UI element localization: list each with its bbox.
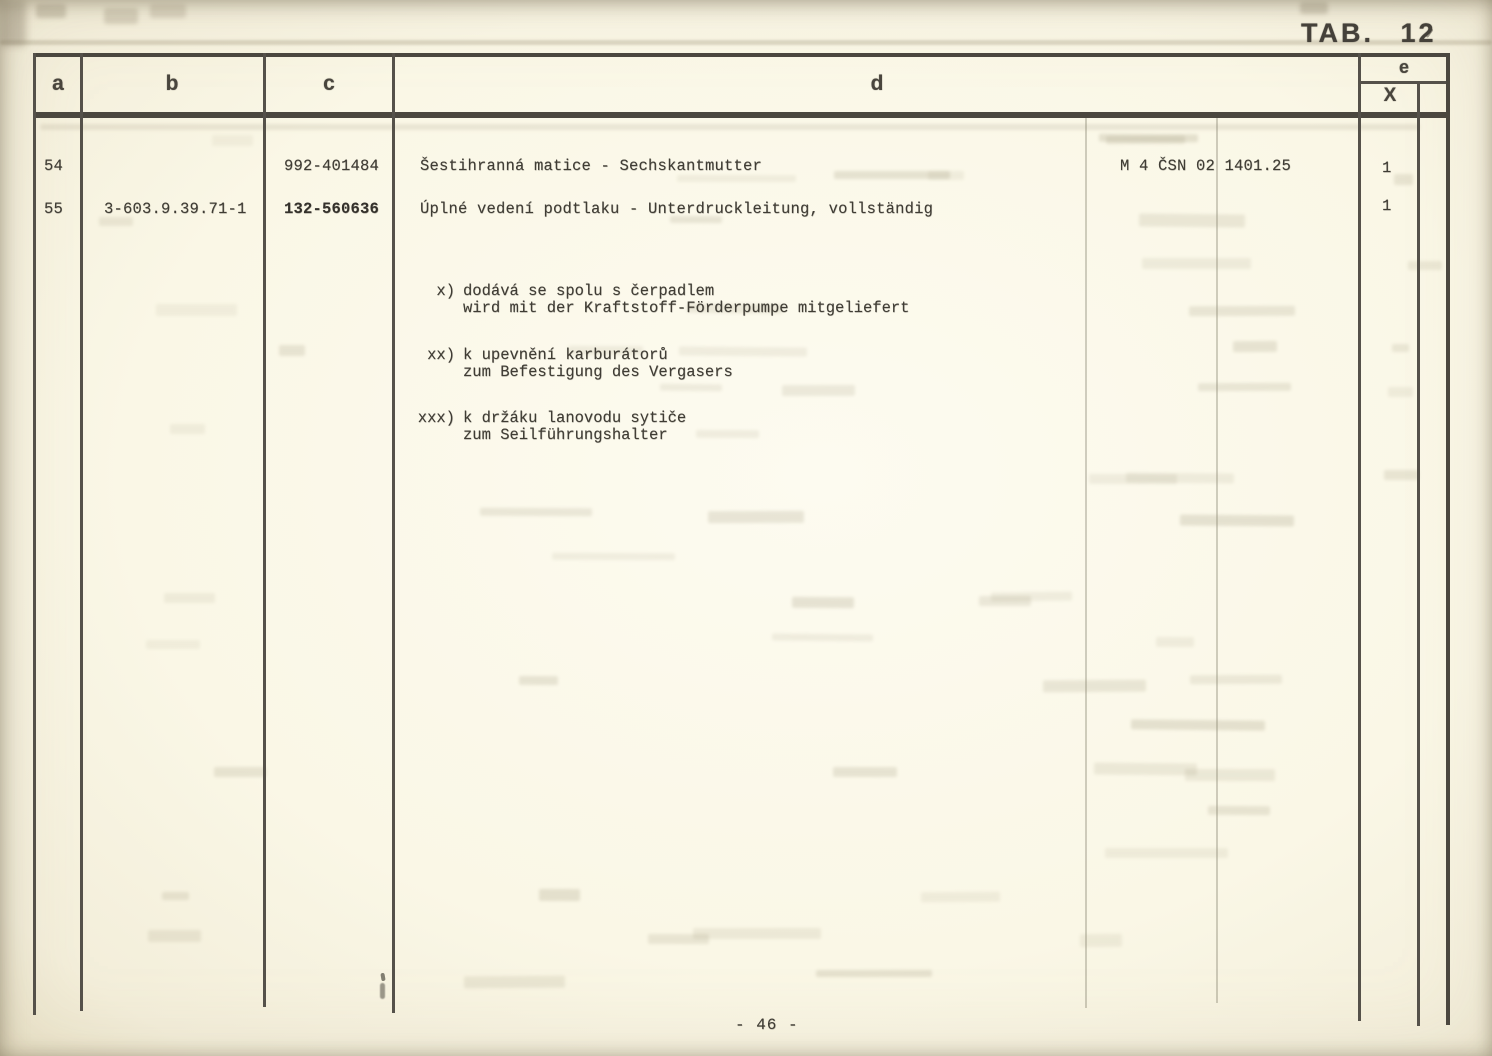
table-border-right: [1446, 53, 1450, 1025]
scan-artifact: [1156, 637, 1194, 647]
scan-artifact: [816, 970, 932, 978]
column-header-b: b: [165, 72, 179, 95]
scan-artifact: [772, 634, 873, 642]
scan-artifact: [782, 385, 855, 396]
scan-artifact: [696, 430, 759, 439]
scan-artifact: [708, 511, 804, 524]
scan-artifact: [1408, 261, 1442, 271]
scan-artifact: [1384, 470, 1420, 480]
scan-artifact: [677, 175, 796, 182]
scan-artifact: [833, 766, 897, 776]
cell-part-number: 992-401484: [284, 157, 380, 175]
scan-artifact: [648, 934, 709, 944]
scan-artifact: [539, 889, 580, 901]
scan-artifact: [148, 930, 200, 942]
scan-artifact: [1394, 174, 1413, 185]
scan-artifact: [1189, 306, 1295, 316]
scan-artifact: [1131, 719, 1265, 731]
scan-artifact: [170, 424, 205, 434]
scan-artifact: [36, 4, 66, 18]
column-header-c: c: [323, 72, 335, 95]
scan-artifact: [1216, 118, 1218, 1003]
table-border-left: [33, 53, 36, 1015]
header-bottom-border: [33, 112, 1449, 118]
footnote-czech-text: dodává se spolu s čerpadlem: [463, 282, 715, 300]
table-number-label: TAB. 12: [1301, 18, 1437, 48]
column-separator-b-c: [263, 53, 266, 1007]
page-number: - 46 -: [735, 1016, 799, 1034]
scan-artifact: [792, 596, 854, 608]
scan-artifact: [1300, 2, 1328, 14]
column-header-d: d: [870, 72, 884, 95]
scan-artifact: [212, 135, 253, 145]
scan-artifact: [0, 0, 26, 46]
footnote-czech-text: k upevnění karburátorů: [463, 346, 668, 364]
scan-artifact: [1043, 680, 1146, 693]
column-e-split-line: [1360, 81, 1448, 84]
cell-part-number: 132-560636: [284, 200, 380, 218]
footnote-marker: xx): [427, 346, 455, 364]
cell-norm: M 4 ČSN 02 1401.25: [1120, 157, 1292, 175]
scan-artifact: [164, 593, 216, 603]
scan-artifact: [1184, 769, 1274, 781]
scan-artifact: [150, 4, 186, 18]
scan-artifact: [1208, 806, 1270, 815]
cell-quantity: 1: [1382, 159, 1392, 177]
scan-artifact: [1180, 515, 1294, 527]
footnote-marker: xxx): [417, 409, 455, 427]
footnote-german-text: zum Seilführungshalter: [463, 425, 668, 444]
cell-description: Úplné vedení podtlaku - Unterdruckleitung, vollständig: [420, 200, 934, 218]
column-separator-a-b: [80, 53, 83, 1011]
column-header-e: e: [1398, 57, 1410, 77]
scan-artifact: [552, 552, 675, 560]
scan-artifact: [380, 973, 385, 982]
scan-artifact: [1142, 258, 1251, 269]
scan-artifact: [279, 345, 305, 356]
scan-artifact: [146, 640, 201, 650]
scan-artifact: [693, 928, 821, 939]
scan-artifact: [1089, 474, 1177, 484]
cell-quantity: 1: [1382, 197, 1392, 215]
scan-artifact: [1080, 934, 1122, 947]
scan-artifact: [1190, 675, 1282, 685]
footnote-german-text: wird mit der Kraftstoff-Förderpumpe mitgeliefert: [463, 298, 910, 317]
cell-drawing-number: 3-603.9.39.71-1: [104, 200, 247, 218]
scan-artifact: [156, 304, 237, 316]
scan-artifact: [480, 507, 592, 515]
cell-description: Šestihranná matice - Sechskantmutter: [420, 157, 763, 175]
scan-artifact: [1392, 344, 1408, 352]
scan-artifact: [214, 767, 266, 777]
scan-artifact: [104, 8, 138, 24]
scan-artifact: [1139, 213, 1245, 227]
footnote-marker: x): [436, 282, 455, 300]
cell-position-number: 54: [44, 157, 64, 175]
scan-artifact: [1198, 382, 1291, 390]
scan-artifact: [0, 40, 1492, 45]
footnote-czech-text: k držáku lanovodu sytiče: [463, 409, 687, 427]
column-separator-x: [1417, 81, 1420, 1026]
scan-artifact: [1094, 762, 1198, 775]
scan-artifact: [380, 983, 385, 999]
scan-artifact: [1388, 387, 1413, 397]
scan-artifact: [464, 976, 565, 989]
scan-artifact: [979, 596, 1031, 606]
column-separator-d-e: [1358, 53, 1361, 1021]
scan-artifact: [40, 124, 1420, 130]
scan-artifact: [921, 892, 1000, 903]
scan-artifact: [519, 676, 558, 685]
table-border-top: [33, 53, 1449, 57]
scan-artifact: [1105, 848, 1228, 858]
footnote-german-text: zum Befestigung des Vergasers: [463, 362, 733, 381]
footnote-xxx: [407, 410, 686, 443]
footnote-x: [407, 283, 909, 316]
scan-artifact: [834, 171, 950, 179]
footnote-xx: [407, 347, 733, 380]
scan-artifact: [1085, 118, 1087, 1008]
scan-artifact: [1233, 341, 1277, 353]
column-separator-c-d: [392, 53, 395, 1013]
cell-position-number: 55: [44, 200, 64, 218]
scan-artifact: [162, 892, 190, 900]
scan-artifact: [1099, 133, 1198, 142]
column-header-a: a: [52, 72, 64, 95]
scan-artifact: [660, 384, 722, 392]
column-header-x: X: [1383, 85, 1397, 106]
